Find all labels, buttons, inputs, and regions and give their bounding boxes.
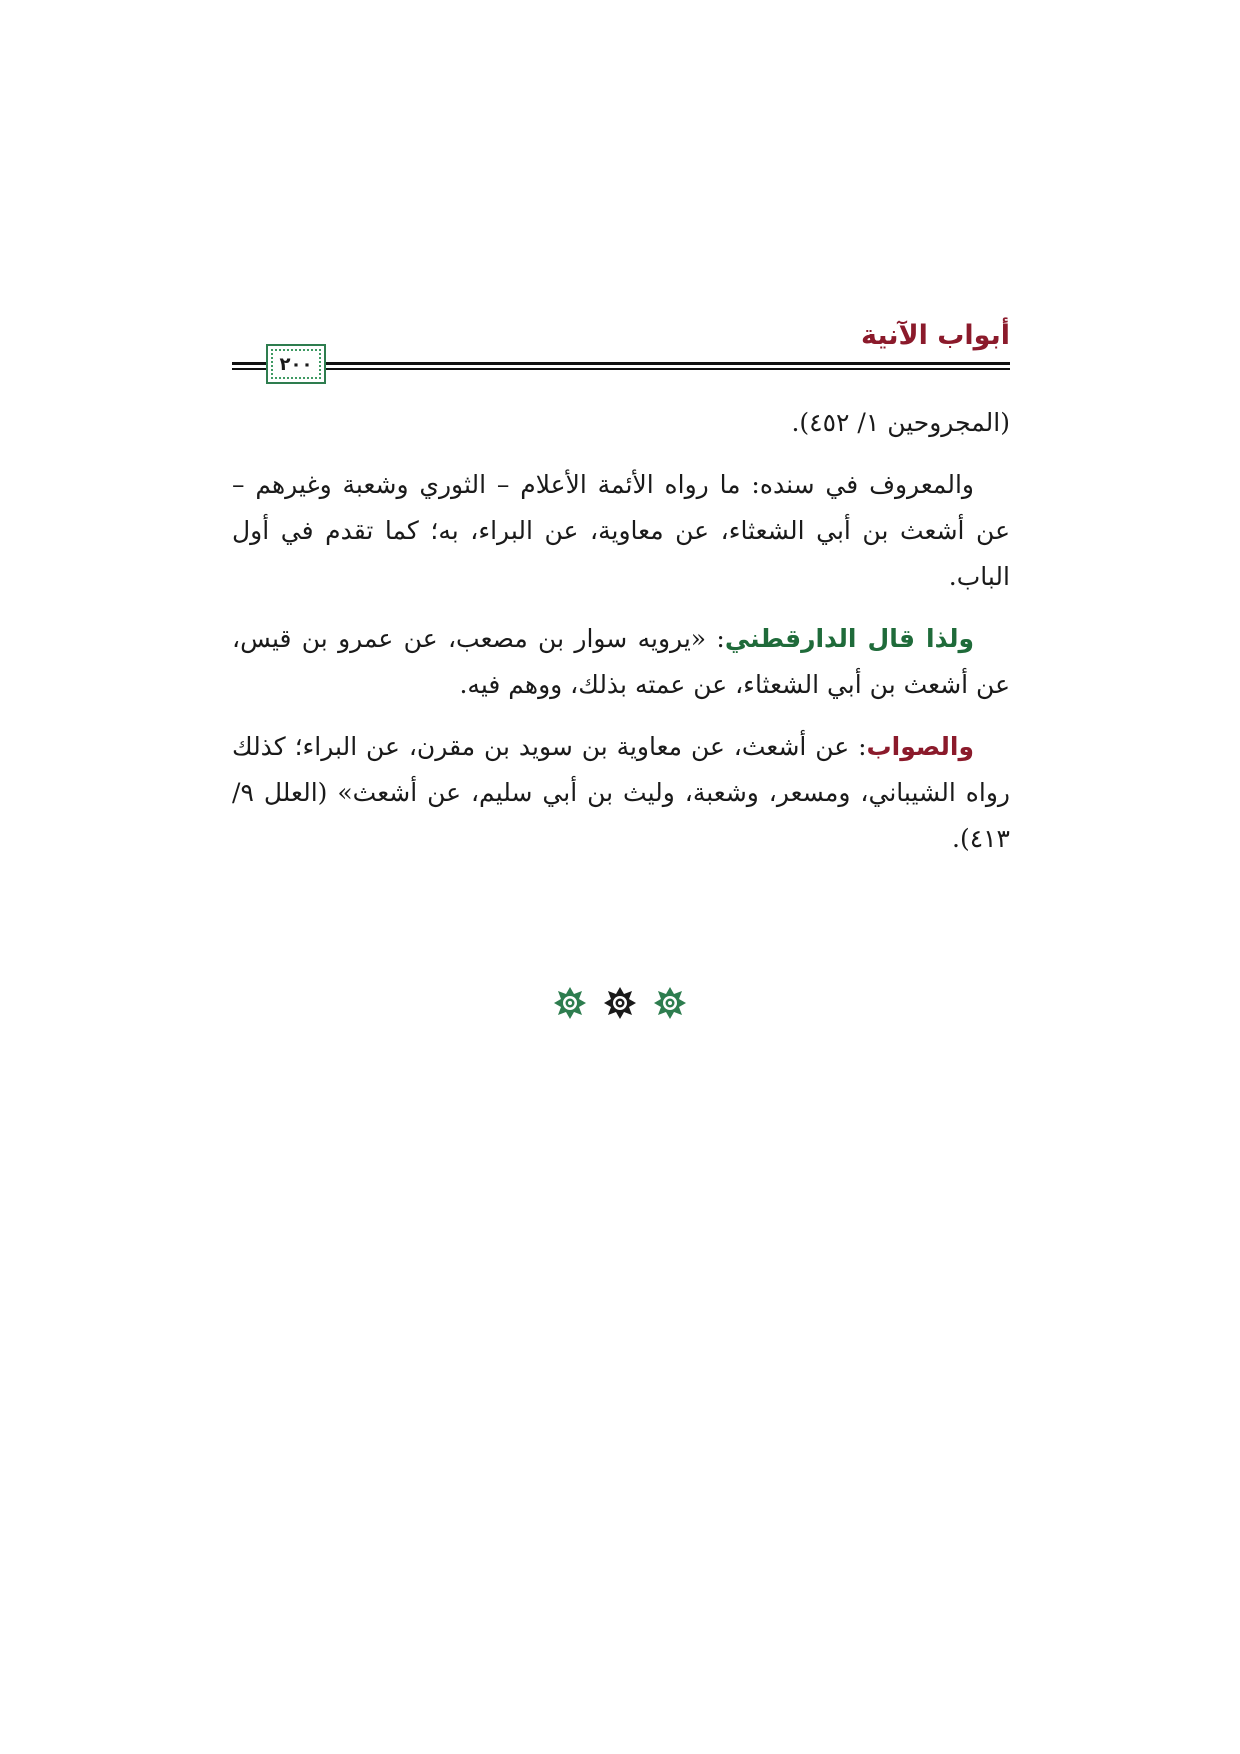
daraqutni-keyword: ولذا قال الدارقطني (724, 624, 974, 653)
flower-ornament-icon (553, 986, 587, 1020)
sawab-keyword: والصواب (866, 732, 974, 761)
reference-line: (المجروحين ١/ ٤٥٢). (791, 408, 1010, 437)
page-body (232, 400, 1010, 878)
chapter-title: أبواب الآنية (860, 320, 1010, 351)
paragraph-2-text: : «يرويه سوار بن مصعب، عن عمرو بن قيس، عن أشعث بن أبي الشعثاء، عن عمته بذلك، ووهم فيه. (232, 624, 1010, 699)
paragraph-3 (232, 724, 1010, 862)
paragraph-2 (232, 616, 1010, 708)
page-header (232, 316, 1010, 386)
flower-ornament-icon (653, 986, 687, 1020)
flower-ornament-icon (603, 986, 637, 1020)
section-end-ornaments (0, 986, 1240, 1020)
page-number: ٢٠٠ (271, 349, 321, 379)
paragraph-3-text: : عن أشعث، عن معاوية بن سويد بن مقرن، عن البراء؛ كذلك رواه الشيباني، ومسعر، وشعبة، وليث بن أبي سليم، عن أشعث» (العلل ٩/ ٤١٣). (232, 732, 1010, 853)
header-rule-thin (232, 368, 1010, 370)
page-number-frame (266, 344, 326, 384)
paragraph-1: والمعروف في سنده: ما رواه الأئمة الأعلام – الثوري وشعبة وغيرهم – عن أشعث بن أبي الشعثاء، عن معاوية، عن البراء، به؛ كما تقدم في أول الباب. (232, 470, 1010, 591)
header-rule-thick (232, 362, 1010, 365)
